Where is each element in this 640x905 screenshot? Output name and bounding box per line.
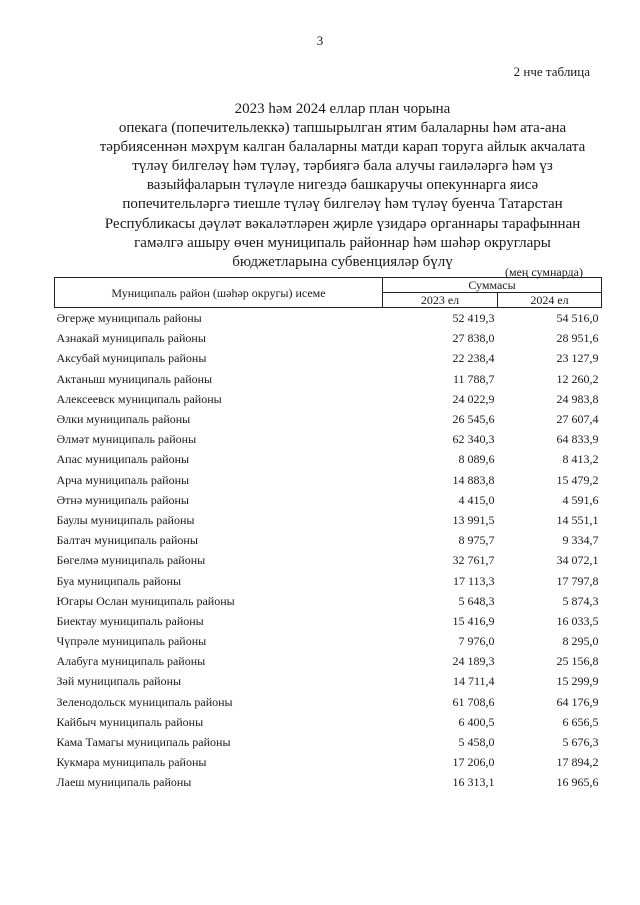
row-name-cell: Аксубай муниципаль районы xyxy=(56,351,207,366)
row-2024-cell: 34 072,1 xyxy=(556,553,599,568)
title-line: 2023 һәм 2024 еллар план чорына xyxy=(234,101,451,117)
row-2023-cell: 15 416,9 xyxy=(452,613,495,628)
table-row xyxy=(55,772,602,792)
row-name-cell: Әлмәт муниципаль районы xyxy=(56,432,197,447)
row-2024-cell: 15 299,9 xyxy=(556,674,599,689)
row-name-cell: Кукмара муниципаль районы xyxy=(56,755,207,770)
row-name-cell: Актаныш муниципаль районы xyxy=(56,371,213,386)
table-row xyxy=(55,449,602,469)
column-header-sum: Суммасы xyxy=(383,278,602,293)
subvention-table xyxy=(54,277,602,793)
table-row xyxy=(55,671,602,691)
row-2023-cell: 14 711,4 xyxy=(452,674,495,689)
row-2023-cell: 52 419,3 xyxy=(452,311,495,326)
row-2024-cell: 23 127,9 xyxy=(556,351,599,366)
row-2023-cell: 61 708,6 xyxy=(452,694,495,709)
row-2023-cell: 11 788,7 xyxy=(452,371,495,386)
row-2023-cell: 8 975,7 xyxy=(458,533,495,548)
table-row xyxy=(55,308,602,329)
row-name-cell: Чүпрәле муниципаль районы xyxy=(56,634,207,649)
table-row xyxy=(55,651,602,671)
row-2023-cell: 7 976,0 xyxy=(458,634,495,649)
row-name-cell: Зәй муниципаль районы xyxy=(56,674,182,689)
column-header-2023: 2023 ел xyxy=(383,293,498,308)
row-2023-cell: 27 838,0 xyxy=(452,331,495,346)
row-name-cell: Алабуга муниципаль районы xyxy=(56,654,206,669)
row-2023-cell: 24 022,9 xyxy=(452,391,495,406)
row-2024-cell: 54 516,0 xyxy=(556,311,599,326)
row-name-cell: Азнакай муниципаль районы xyxy=(56,331,206,346)
row-2024-cell: 14 551,1 xyxy=(556,512,599,527)
column-header-name: Муниципаль район (шәһәр округы) исеме xyxy=(55,278,383,308)
row-2023-cell: 24 189,3 xyxy=(452,654,495,669)
table-row xyxy=(55,470,602,490)
units-note: (мең сумнарда) xyxy=(505,265,583,279)
row-2024-cell: 27 607,4 xyxy=(556,412,599,427)
row-2023-cell: 32 761,7 xyxy=(452,553,495,568)
table-row xyxy=(55,732,602,752)
row-name-cell: Лаеш муниципаль районы xyxy=(56,775,192,790)
row-2024-cell: 24 983,8 xyxy=(556,391,599,406)
document-title xyxy=(70,100,615,272)
title-line: бюджетларына субвенцияләр бүлү xyxy=(232,253,453,270)
row-name-cell: Апас муниципаль районы xyxy=(56,452,190,467)
table-row xyxy=(55,328,602,348)
row-2023-cell: 26 545,6 xyxy=(452,412,495,427)
row-2024-cell: 28 951,6 xyxy=(556,331,599,346)
page-number: 3 xyxy=(316,33,324,48)
row-name-cell: Баулы муниципаль районы xyxy=(56,512,195,527)
table-row xyxy=(55,490,602,510)
row-name-cell: Биектау муниципаль районы xyxy=(56,613,204,628)
row-2023-cell: 17 206,0 xyxy=(452,755,495,770)
row-name-cell: Зеленодольск муниципаль районы xyxy=(56,694,233,709)
row-name-cell: Бөгелмә муниципаль районы xyxy=(56,553,206,568)
row-name-cell: Арча муниципаль районы xyxy=(56,472,190,487)
row-2024-cell: 5 874,3 xyxy=(562,593,599,608)
column-header-2024: 2024 ел xyxy=(498,293,602,308)
table-row xyxy=(55,348,602,368)
table-row xyxy=(55,429,602,449)
row-2023-cell: 62 340,3 xyxy=(452,432,495,447)
row-2023-cell: 6 400,5 xyxy=(458,714,495,729)
row-2024-cell: 25 156,8 xyxy=(556,654,599,669)
row-2024-cell: 15 479,2 xyxy=(556,472,599,487)
row-2024-cell: 5 676,3 xyxy=(562,735,599,750)
row-2023-cell: 8 089,6 xyxy=(458,452,495,467)
table-row xyxy=(55,550,602,570)
row-2024-cell: 17 797,8 xyxy=(556,573,599,588)
row-name-cell: Югары Ослан муниципаль районы xyxy=(56,593,235,608)
table-row xyxy=(55,631,602,651)
row-2023-cell: 14 883,8 xyxy=(452,472,495,487)
row-2023-cell: 17 113,3 xyxy=(452,573,495,588)
title-line: вазыйфаларын түләүле нигездә башкаручы опекуннарга яисә xyxy=(146,177,539,194)
row-2024-cell: 8 413,2 xyxy=(562,452,599,467)
row-2023-cell: 22 238,4 xyxy=(452,351,495,366)
title-line: Республикасы дәүләт вәкаләтләрен җирле үзидарә органнары тарафыннан xyxy=(104,215,581,232)
title-line: тәрбиясеннән мәхрүм калган балаларны матди карап торуга айлык акчалата xyxy=(99,139,586,156)
table-row xyxy=(55,530,602,550)
row-2024-cell: 8 295,0 xyxy=(562,634,599,649)
row-2024-cell: 16 033,5 xyxy=(556,613,599,628)
table-row xyxy=(55,692,602,712)
table-row xyxy=(55,712,602,732)
title-line: опекага (попечительлеккә) тапшырылган ятим балаларны һәм ата-ана xyxy=(118,120,567,137)
row-2024-cell: 9 334,7 xyxy=(562,533,599,548)
table-row xyxy=(55,409,602,429)
row-2024-cell: 16 965,6 xyxy=(556,775,599,790)
table-row xyxy=(55,510,602,530)
row-name-cell: Кама Тамагы муниципаль районы xyxy=(56,735,231,750)
row-name-cell: Кайбыч муниципаль районы xyxy=(56,714,204,729)
title-line: түләү билгеләү һәм түләү, тәрбиягә бала алучы гаиләләргә һәм үз xyxy=(132,158,553,175)
row-2023-cell: 16 313,1 xyxy=(452,775,495,790)
row-2024-cell: 6 656,5 xyxy=(562,714,599,729)
row-name-cell: Алексеевск муниципаль районы xyxy=(56,391,222,406)
row-2023-cell: 5 458,0 xyxy=(458,735,495,750)
row-2024-cell: 64 176,9 xyxy=(556,694,599,709)
row-2023-cell: 13 991,5 xyxy=(452,512,495,527)
table-row xyxy=(55,389,602,409)
row-2023-cell: 4 415,0 xyxy=(458,492,495,507)
title-line: гамәлгә ашыру өчен муниципаль районнар һәм шәһәр округлары xyxy=(134,234,551,251)
table-row xyxy=(55,570,602,590)
table-row xyxy=(55,369,602,389)
row-2024-cell: 12 260,2 xyxy=(556,371,599,386)
row-2024-cell: 4 591,6 xyxy=(562,492,599,507)
title-line: попечительләргә тиешле түләү билгеләү һәм түләү буенча Татарстан xyxy=(122,196,563,213)
table-row xyxy=(55,591,602,611)
row-name-cell: Балтач муниципаль районы xyxy=(56,533,198,548)
row-2024-cell: 64 833,9 xyxy=(556,432,599,447)
row-name-cell: Әлки муниципаль районы xyxy=(56,412,191,427)
row-name-cell: Әгерҗе муниципаль районы xyxy=(56,311,202,326)
table-row xyxy=(55,752,602,772)
row-name-cell: Әтнә муниципаль районы xyxy=(56,492,189,507)
row-2024-cell: 17 894,2 xyxy=(556,755,599,770)
row-name-cell: Буа муниципаль районы xyxy=(56,573,182,588)
row-2023-cell: 5 648,3 xyxy=(458,593,495,608)
table-row xyxy=(55,611,602,631)
table-label: 2 нче таблица xyxy=(513,64,590,79)
